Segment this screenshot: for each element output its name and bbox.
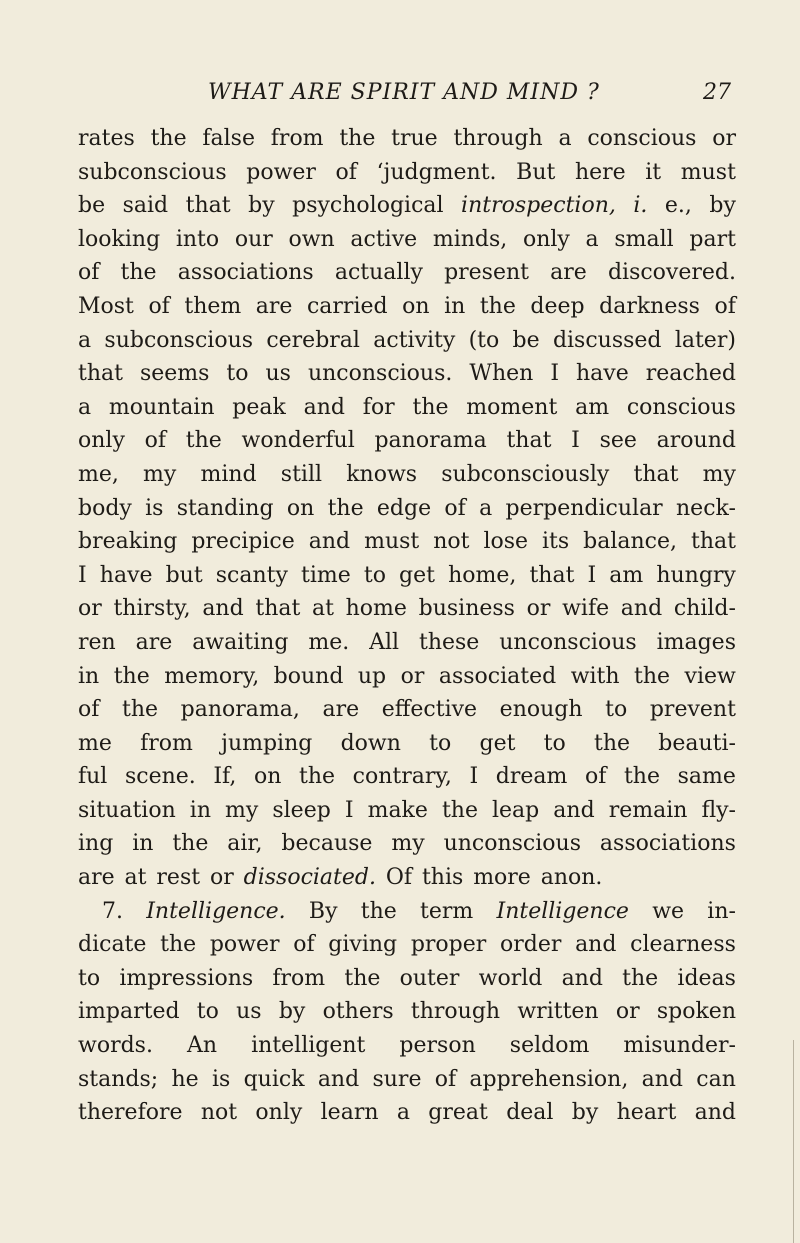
text-line: words. An intelligent person seldom misunder- — [78, 1033, 736, 1059]
text-line: I have but scanty time to get home, that I am hungry — [78, 562, 736, 588]
text-line: 7. Intelligence. By the term Intelligence we in- — [102, 898, 736, 924]
text-line: me, my mind still knows subconsciously that my — [78, 461, 736, 487]
text-line: imparted to us by others through written or spoken — [78, 999, 736, 1025]
text-line: of the panorama, are effective enough to prevent — [78, 697, 736, 723]
text-line: that seems to us unconscious. When I have reached — [78, 361, 736, 387]
text-line: or thirsty, and that at home business or wife and child- — [78, 596, 736, 622]
page-number: 27 — [703, 80, 731, 105]
text-line: ing in the air, because my unconscious associations — [78, 831, 736, 857]
text-line: situation in my sleep I make the leap and remain fly- — [78, 797, 736, 823]
text-line: rates the false from the true through a conscious or — [78, 126, 736, 151]
text-line: are at rest or dissociated. Of this more anon. — [78, 865, 603, 891]
text-line: to impressions from the outer world and the ideas — [78, 965, 736, 991]
text-line: stands; he is quick and sure of apprehension, and can — [78, 1066, 736, 1092]
text-line: subconscious power of ‘judgment. But here it must — [78, 159, 736, 185]
text-line: therefore not only learn a great deal by heart and — [78, 1100, 736, 1126]
text-line: Most of them are carried on in the deep darkness of — [78, 293, 736, 319]
text-line: a subconscious cerebral activity (to be discussed later) — [78, 327, 736, 353]
body-text — [78, 122, 736, 1130]
running-head: WHAT ARE SPIRIT AND MIND ? — [208, 80, 600, 105]
text-line: in the memory, bound up or associated with the view — [78, 663, 736, 689]
text-line: dicate the power of giving proper order and clearness — [78, 932, 736, 958]
text-line: body is standing on the edge of a perpendicular neck- — [78, 495, 736, 521]
text-line: a mountain peak and for the moment am conscious — [78, 394, 736, 420]
text-line: of the associations actually present are discovered. — [78, 260, 736, 286]
text-line: be said that by psychological introspection, i. e., by — [78, 193, 736, 219]
text-line: only of the wonderful panorama that I see around — [78, 428, 736, 454]
text-line: me from jumping down to get to the beauti- — [78, 730, 736, 756]
text-line: breaking precipice and must not lose its balance, that — [78, 529, 736, 555]
page-header — [0, 80, 800, 110]
text-line: ren are awaiting me. All these unconscious images — [78, 629, 736, 655]
text-line: ful scene. If, on the contrary, I dream of the same — [78, 764, 736, 790]
page-edge-line — [793, 1040, 794, 1243]
text-line: looking into our own active minds, only a small part — [78, 226, 736, 252]
